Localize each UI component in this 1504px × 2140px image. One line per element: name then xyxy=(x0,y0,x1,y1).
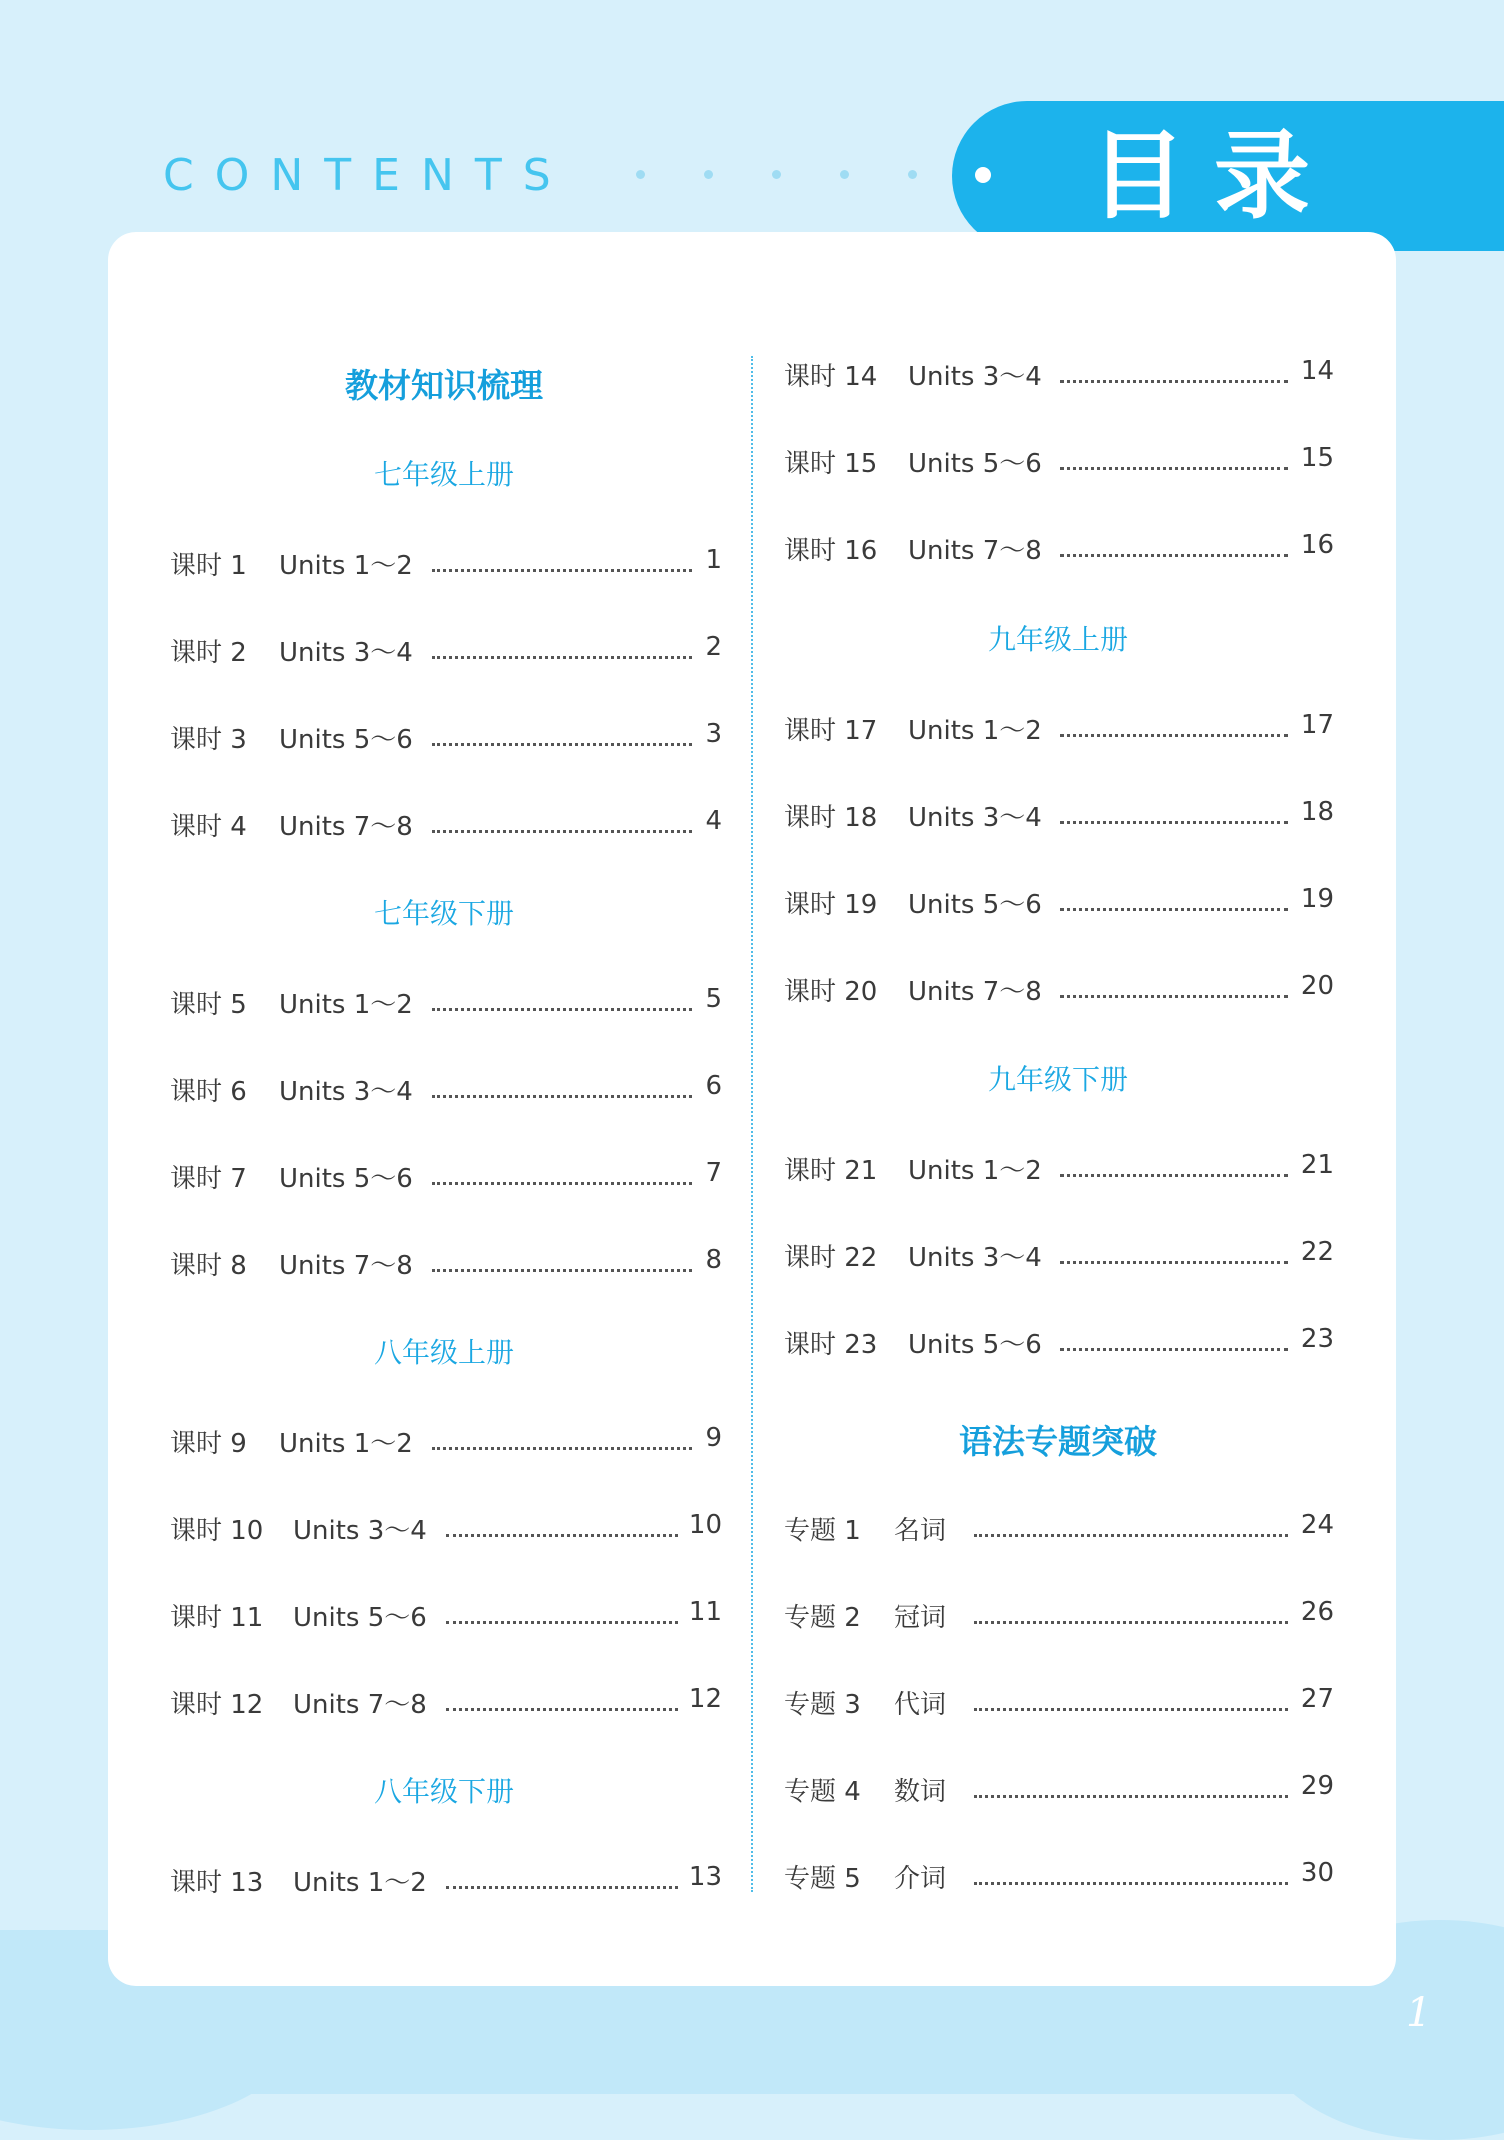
dot-leader xyxy=(446,1534,678,1537)
dot-leader xyxy=(432,830,692,833)
title-tab-dot xyxy=(975,167,991,183)
lesson-label: 课时 6 xyxy=(170,1077,247,1107)
toc-entry[interactable] xyxy=(784,356,1334,396)
units-label: Units 7～8 xyxy=(279,812,413,842)
lesson-label: 课时 16 xyxy=(784,536,878,566)
units-label: Units 3～4 xyxy=(293,1516,427,1546)
units-label: Units 1～2 xyxy=(279,990,413,1020)
section-title: 七年级上册 xyxy=(373,458,514,491)
page-number-label: 21 xyxy=(1300,1150,1334,1180)
page-number-label: 11 xyxy=(688,1597,722,1627)
dot-leader xyxy=(432,1008,692,1011)
lesson-label: 课时 5 xyxy=(170,990,247,1020)
dot-leader xyxy=(974,1882,1288,1885)
lesson-label: 课时 21 xyxy=(784,1156,878,1186)
page-number-label: 13 xyxy=(688,1862,722,1892)
main-section-title: 语法专题突破 xyxy=(959,1422,1157,1461)
toc-entry[interactable] xyxy=(784,971,1334,1011)
dot-leader xyxy=(432,1095,692,1098)
dot-leader xyxy=(1060,380,1288,383)
page-number-label: 20 xyxy=(1300,971,1334,1001)
page-number-label: 8 xyxy=(705,1245,722,1275)
toc-entry[interactable] xyxy=(170,1158,722,1198)
page-number-label: 2 xyxy=(705,632,722,662)
lesson-label: 课时 4 xyxy=(170,812,247,842)
dot-leader xyxy=(1060,1348,1288,1351)
page-number-label: 7 xyxy=(705,1158,722,1188)
page-number-label: 15 xyxy=(1300,443,1334,473)
units-label: Units 1～2 xyxy=(908,1156,1042,1186)
units-label: 冠词 xyxy=(894,1603,947,1633)
units-label: Units 5～6 xyxy=(908,449,1042,479)
units-label: Units 7～8 xyxy=(908,536,1042,566)
decorative-dots xyxy=(636,170,996,184)
dot-leader xyxy=(1060,554,1288,557)
units-label: Units 7～8 xyxy=(908,977,1042,1007)
dot-leader xyxy=(1060,1261,1288,1264)
page-number-label: 6 xyxy=(705,1071,722,1101)
dot-leader xyxy=(1060,821,1288,824)
toc-entry[interactable] xyxy=(170,1510,722,1550)
lesson-label: 专题 2 xyxy=(784,1603,861,1633)
units-label: Units 3～4 xyxy=(908,803,1042,833)
dot-leader xyxy=(1060,734,1288,737)
dot-leader xyxy=(432,569,692,572)
dot-leader xyxy=(432,1269,692,1272)
units-label: Units 5～6 xyxy=(908,1330,1042,1360)
units-label: Units 3～4 xyxy=(908,362,1042,392)
dot-leader xyxy=(432,1447,692,1450)
page-number-label: 10 xyxy=(688,1510,722,1540)
lesson-label: 课时 14 xyxy=(784,362,878,392)
page-number-label: 29 xyxy=(1300,1771,1334,1801)
toc-entry[interactable] xyxy=(784,1597,1334,1637)
main-section-title: 教材知识梳理 xyxy=(345,366,543,405)
dot-leader xyxy=(1060,467,1288,470)
page-number: 1 xyxy=(1406,1990,1432,2036)
page-number-label: 17 xyxy=(1300,710,1334,740)
units-label: 介词 xyxy=(894,1864,947,1894)
dot-leader xyxy=(432,656,692,659)
section-title: 九年级下册 xyxy=(987,1063,1128,1096)
units-label: Units 5～6 xyxy=(279,725,413,755)
toc-entry[interactable] xyxy=(170,1684,722,1724)
units-label: Units 7～8 xyxy=(279,1251,413,1281)
lesson-label: 课时 12 xyxy=(170,1690,264,1720)
page-number-label: 18 xyxy=(1300,797,1334,827)
units-label: 代词 xyxy=(894,1690,947,1720)
units-label: Units 3～4 xyxy=(908,1243,1042,1273)
toc-entry[interactable] xyxy=(784,1858,1334,1898)
page-number-label: 1 xyxy=(705,545,722,575)
dot-leader xyxy=(446,1621,678,1624)
page-number-label: 9 xyxy=(705,1423,722,1453)
page-number-label: 30 xyxy=(1300,1858,1334,1888)
section-title: 八年级下册 xyxy=(373,1775,514,1808)
page-number-label: 4 xyxy=(705,806,722,836)
dot-leader xyxy=(446,1708,678,1711)
dot-leader xyxy=(446,1886,678,1889)
page-number-label: 24 xyxy=(1300,1510,1334,1540)
lesson-label: 课时 2 xyxy=(170,638,247,668)
toc-entry[interactable] xyxy=(170,984,722,1024)
toc-entry[interactable] xyxy=(784,884,1334,924)
dot-leader xyxy=(974,1708,1288,1711)
toc-entry[interactable] xyxy=(784,1510,1334,1550)
units-label: Units 5～6 xyxy=(908,890,1042,920)
units-label: Units 7～8 xyxy=(293,1690,427,1720)
units-label: Units 1～2 xyxy=(279,1429,413,1459)
page-number-label: 27 xyxy=(1300,1684,1334,1714)
page-number-label: 14 xyxy=(1300,356,1334,386)
toc-entry[interactable] xyxy=(784,530,1334,570)
lesson-label: 课时 15 xyxy=(784,449,878,479)
lesson-label: 课时 8 xyxy=(170,1251,247,1281)
toc-entry[interactable] xyxy=(170,1423,722,1463)
lesson-label: 课时 23 xyxy=(784,1330,878,1360)
page-number-label: 19 xyxy=(1300,884,1334,914)
toc-entry[interactable] xyxy=(784,1684,1334,1724)
lesson-label: 课时 20 xyxy=(784,977,878,1007)
dot-leader xyxy=(1060,908,1288,911)
units-label: Units 3～4 xyxy=(279,638,413,668)
units-label: Units 1～2 xyxy=(279,551,413,581)
toc-entry[interactable] xyxy=(170,1597,722,1637)
section-title: 八年级上册 xyxy=(373,1336,514,1369)
contents-label: CONTENTS xyxy=(163,150,572,201)
toc-entry[interactable] xyxy=(170,1245,722,1285)
toc-entry[interactable] xyxy=(784,1771,1334,1811)
lesson-label: 课时 19 xyxy=(784,890,878,920)
toc-entry[interactable] xyxy=(784,1324,1334,1364)
toc-entry[interactable] xyxy=(170,719,722,759)
toc-entry[interactable] xyxy=(784,1237,1334,1277)
lesson-label: 课时 13 xyxy=(170,1868,264,1898)
column-divider xyxy=(751,356,753,1892)
page-number-label: 3 xyxy=(705,719,722,749)
page-number-label: 12 xyxy=(688,1684,722,1714)
lesson-label: 课时 17 xyxy=(784,716,878,746)
toc-entry[interactable] xyxy=(784,710,1334,750)
lesson-label: 课时 1 xyxy=(170,551,247,581)
toc-entry[interactable] xyxy=(170,1071,722,1111)
toc-entry[interactable] xyxy=(170,1862,722,1902)
lesson-label: 课时 10 xyxy=(170,1516,264,1546)
section-title: 九年级上册 xyxy=(987,623,1128,656)
toc-entry[interactable] xyxy=(170,545,722,585)
lesson-label: 专题 1 xyxy=(784,1516,861,1546)
lesson-label: 课时 3 xyxy=(170,725,247,755)
dot-leader xyxy=(974,1795,1288,1798)
dot-leader xyxy=(1060,1174,1288,1177)
units-label: Units 1～2 xyxy=(908,716,1042,746)
units-label: Units 1～2 xyxy=(293,1868,427,1898)
dot-leader xyxy=(432,1182,692,1185)
dot-leader xyxy=(974,1534,1288,1537)
page-number-label: 5 xyxy=(705,984,722,1014)
toc-entry[interactable] xyxy=(784,1150,1334,1190)
page-number-label: 22 xyxy=(1300,1237,1334,1267)
page-number-label: 16 xyxy=(1300,530,1334,560)
dot-leader xyxy=(432,743,692,746)
lesson-label: 课时 11 xyxy=(170,1603,264,1633)
toc-entry[interactable] xyxy=(170,806,722,846)
units-label: Units 3～4 xyxy=(279,1077,413,1107)
toc-entry[interactable] xyxy=(784,797,1334,837)
lesson-label: 专题 5 xyxy=(784,1864,861,1894)
units-label: 名词 xyxy=(894,1516,947,1546)
units-label: Units 5～6 xyxy=(279,1164,413,1194)
page-number-label: 23 xyxy=(1300,1324,1334,1354)
lesson-label: 专题 3 xyxy=(784,1690,861,1720)
section-title: 七年级下册 xyxy=(373,897,514,930)
lesson-label: 课时 22 xyxy=(784,1243,878,1273)
lesson-label: 课时 7 xyxy=(170,1164,247,1194)
dot-leader xyxy=(974,1621,1288,1624)
page-title: 目录 xyxy=(1090,120,1338,232)
units-label: Units 5～6 xyxy=(293,1603,427,1633)
toc-entry[interactable] xyxy=(784,443,1334,483)
lesson-label: 专题 4 xyxy=(784,1777,861,1807)
lesson-label: 课时 18 xyxy=(784,803,878,833)
units-label: 数词 xyxy=(894,1777,947,1807)
lesson-label: 课时 9 xyxy=(170,1429,247,1459)
toc-entry[interactable] xyxy=(170,632,722,672)
page-number-label: 26 xyxy=(1300,1597,1334,1627)
dot-leader xyxy=(1060,995,1288,998)
